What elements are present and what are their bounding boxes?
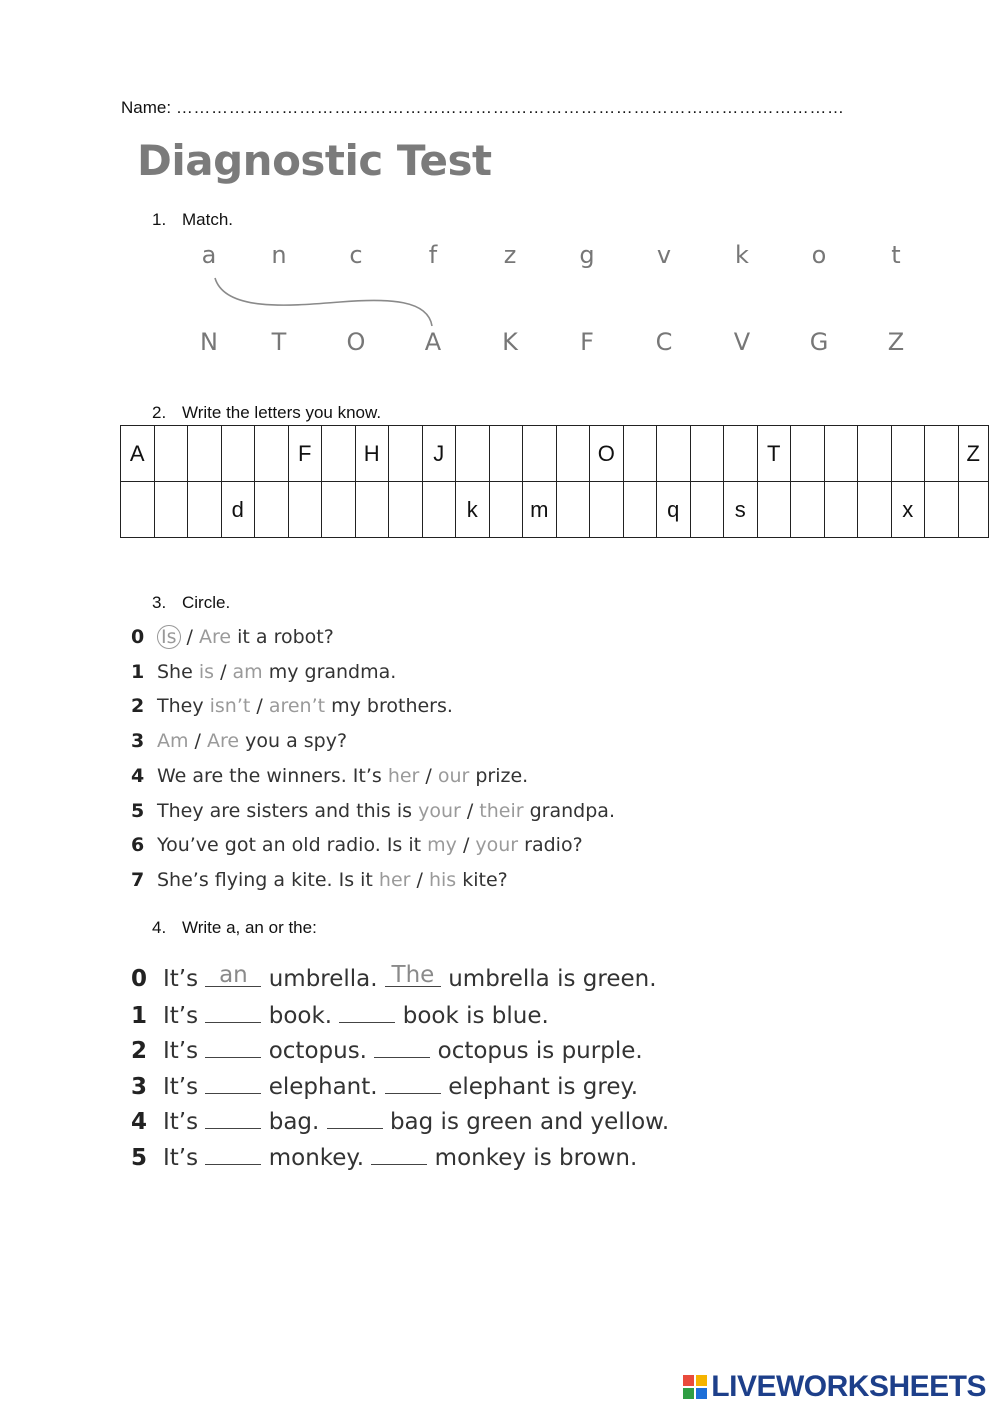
item-text: octopus. xyxy=(261,1038,375,1064)
option-separator: / xyxy=(419,764,438,787)
lowercase-letter-z[interactable]: z xyxy=(503,241,517,269)
grid-cell-empty[interactable] xyxy=(556,426,590,482)
item-text: It’s xyxy=(163,1038,206,1064)
grid-cell-empty[interactable] xyxy=(925,426,959,482)
grid-cell-empty[interactable] xyxy=(288,482,322,538)
answer-blank[interactable] xyxy=(205,1002,261,1023)
section-title: Write a, an or the: xyxy=(182,918,317,937)
option-b[interactable]: our xyxy=(437,764,470,787)
uppercase-letter-O[interactable]: O xyxy=(346,328,366,356)
uppercase-letter-G[interactable]: G xyxy=(809,328,829,356)
grid-cell-empty[interactable] xyxy=(389,482,423,538)
answer-blank[interactable] xyxy=(327,1108,383,1129)
logo-square xyxy=(696,1388,707,1399)
example-answer: The xyxy=(391,962,435,988)
answer-blank[interactable] xyxy=(371,1144,427,1165)
grid-cell-empty[interactable] xyxy=(891,426,925,482)
lowercase-letter-n[interactable]: n xyxy=(271,241,287,269)
option-separator: / xyxy=(180,626,199,648)
article-item xyxy=(131,1002,549,1029)
item-number: 0 xyxy=(131,966,148,992)
grid-cell-s: s xyxy=(724,482,758,538)
lowercase-letter-a[interactable]: a xyxy=(201,241,217,269)
lowercase-letter-f[interactable]: f xyxy=(428,241,438,269)
option-separator: / xyxy=(214,660,233,683)
item-text: She’s flying a kite. Is it xyxy=(157,868,379,891)
lowercase-letter-g[interactable]: g xyxy=(579,241,595,269)
grid-cell-empty[interactable] xyxy=(154,426,188,482)
grid-cell-empty[interactable] xyxy=(456,426,490,482)
grid-cell-q: q xyxy=(657,482,691,538)
option-a[interactable]: isn’t xyxy=(209,695,251,718)
uppercase-letter-T[interactable]: T xyxy=(271,328,287,356)
answer-blank[interactable] xyxy=(339,1002,395,1023)
grid-cell-F: F xyxy=(288,426,322,482)
item-text: elephant. xyxy=(261,1073,385,1100)
article-item xyxy=(131,1108,669,1135)
item-text: monkey. xyxy=(261,1144,372,1171)
item-text: prize. xyxy=(469,764,529,787)
item-number: 3 xyxy=(131,730,145,753)
circle-item xyxy=(131,695,453,717)
grid-row-upper xyxy=(121,426,989,482)
section-3-heading xyxy=(152,593,230,613)
logo-square xyxy=(683,1388,694,1399)
option-b[interactable]: your xyxy=(475,834,519,857)
grid-cell-empty[interactable] xyxy=(121,482,155,538)
grid-cell-A: A xyxy=(121,426,155,482)
grid-cell-empty[interactable] xyxy=(523,426,557,482)
item-text: It’s xyxy=(163,1073,206,1100)
grid-cell-k: k xyxy=(456,482,490,538)
item-text: They are sisters and this is xyxy=(157,799,419,822)
item-text: octopus is purple. xyxy=(430,1038,643,1064)
circle-item xyxy=(131,765,528,787)
item-text: monkey is brown. xyxy=(427,1144,638,1171)
example-answer: an xyxy=(219,962,248,988)
lowercase-letter-o[interactable]: o xyxy=(811,241,827,269)
grid-cell-empty[interactable] xyxy=(221,426,255,482)
item-text: bag. xyxy=(261,1109,327,1135)
grid-cell-H: H xyxy=(355,426,389,482)
item-text: kite? xyxy=(456,868,508,891)
item-number: 2 xyxy=(131,1038,148,1064)
grid-cell-empty[interactable] xyxy=(255,482,289,538)
item-number: 1 xyxy=(131,1002,148,1029)
item-text: my grandma. xyxy=(262,660,397,683)
item-text: umbrella is green. xyxy=(440,966,657,992)
option-a[interactable]: is xyxy=(198,660,215,683)
grid-cell-empty[interactable] xyxy=(657,426,691,482)
grid-cell-empty[interactable] xyxy=(824,426,858,482)
grid-cell-empty[interactable] xyxy=(556,482,590,538)
lowercase-letter-k[interactable]: k xyxy=(735,241,749,269)
grid-cell-empty[interactable] xyxy=(623,482,657,538)
name-label: Name: xyxy=(121,98,172,117)
option-a[interactable]: my xyxy=(427,834,457,857)
option-a[interactable]: your xyxy=(418,799,461,822)
item-text: It’s xyxy=(163,1002,206,1029)
grid-cell-empty[interactable] xyxy=(724,426,758,482)
article-item xyxy=(131,1073,638,1100)
grid-cell-empty[interactable] xyxy=(322,426,356,482)
item-text: They xyxy=(157,695,210,718)
answer-blank[interactable] xyxy=(374,1037,430,1058)
grid-cell-empty[interactable] xyxy=(623,426,657,482)
uppercase-letter-A[interactable]: A xyxy=(424,328,442,356)
item-number: 6 xyxy=(131,834,145,857)
logo-icon xyxy=(683,1375,707,1399)
item-text: my brothers. xyxy=(325,695,453,718)
item-text: elephant is grey. xyxy=(440,1073,639,1100)
item-text: book. xyxy=(261,1002,340,1029)
article-item xyxy=(131,962,657,992)
grid-cell-empty[interactable] xyxy=(925,482,959,538)
grid-cell-empty[interactable] xyxy=(322,482,356,538)
section-number: 2. xyxy=(152,403,167,422)
grid-cell-O: O xyxy=(590,426,624,482)
grid-cell-empty[interactable] xyxy=(489,426,523,482)
section-title: Match. xyxy=(182,210,234,229)
option-b[interactable]: Are xyxy=(207,730,240,753)
option-separator: / xyxy=(188,730,207,753)
uppercase-letter-C[interactable]: C xyxy=(655,328,673,356)
option-b[interactable]: their xyxy=(479,799,524,822)
circle-item xyxy=(131,730,347,752)
uppercase-letter-N[interactable]: N xyxy=(200,328,218,356)
option-separator: / xyxy=(250,695,269,718)
grid-cell-empty[interactable] xyxy=(858,482,892,538)
grid-cell-empty[interactable] xyxy=(355,482,389,538)
liveworksheets-logo xyxy=(683,1370,986,1404)
grid-row-lower xyxy=(121,482,989,538)
item-text: You’ve got an old radio. Is it xyxy=(157,834,428,857)
item-text: bag is green and yellow. xyxy=(382,1109,670,1135)
brand-name: LIVEWORKSHEETS xyxy=(711,1370,986,1403)
option-a[interactable]: Is xyxy=(157,625,181,649)
section-number: 4. xyxy=(152,918,167,937)
grid-cell-empty[interactable] xyxy=(188,482,222,538)
item-text: It’s xyxy=(163,1144,206,1171)
option-separator: / xyxy=(410,868,429,891)
item-text: We are the winners. It’s xyxy=(157,764,388,787)
uppercase-letter-F[interactable]: F xyxy=(580,328,594,356)
grid-cell-d: d xyxy=(221,482,255,538)
grid-cell-empty[interactable] xyxy=(791,482,825,538)
answer-blank[interactable] xyxy=(205,1108,261,1129)
circle-item xyxy=(131,626,334,648)
item-number: 5 xyxy=(131,1144,148,1171)
item-number: 2 xyxy=(131,695,145,718)
item-number: 0 xyxy=(131,626,145,648)
uppercase-letter-V[interactable]: V xyxy=(733,328,751,356)
circle-item xyxy=(131,800,615,822)
grid-cell-empty[interactable] xyxy=(690,482,724,538)
grid-cell-empty[interactable] xyxy=(422,482,456,538)
letter-grid xyxy=(120,425,989,538)
item-text: It’s xyxy=(163,966,206,992)
article-item xyxy=(131,1144,637,1171)
grid-cell-empty[interactable] xyxy=(858,426,892,482)
option-a[interactable]: Am xyxy=(157,730,189,753)
item-number: 4 xyxy=(131,1109,148,1135)
item-number: 7 xyxy=(131,868,145,891)
item-text: grandpa. xyxy=(523,799,615,822)
logo-square xyxy=(696,1375,707,1386)
grid-cell-empty[interactable] xyxy=(824,482,858,538)
grid-cell-empty[interactable] xyxy=(690,426,724,482)
option-separator: / xyxy=(456,834,476,857)
grid-cell-J: J xyxy=(422,426,456,482)
option-b[interactable]: Are xyxy=(199,626,232,648)
item-number: 3 xyxy=(131,1073,148,1100)
item-text: umbrella. xyxy=(261,966,385,992)
option-separator: / xyxy=(460,799,480,822)
grid-cell-empty[interactable] xyxy=(188,426,222,482)
section-title: Circle. xyxy=(182,593,231,612)
grid-cell-empty[interactable] xyxy=(958,482,989,538)
grid-cell-empty[interactable] xyxy=(757,482,791,538)
answer-blank[interactable] xyxy=(385,1073,441,1094)
item-number: 5 xyxy=(131,799,145,822)
grid-cell-x: x xyxy=(891,482,925,538)
lowercase-letter-t[interactable]: t xyxy=(891,241,901,269)
lowercase-letter-c[interactable]: c xyxy=(349,241,363,269)
section-2-heading xyxy=(152,403,381,423)
item-text: it a robot? xyxy=(231,626,334,648)
grid-cell-empty[interactable] xyxy=(791,426,825,482)
section-4-heading xyxy=(152,918,317,938)
name-field[interactable]: …………………………………………………………………………………………………… xyxy=(175,98,845,117)
option-b[interactable]: am xyxy=(232,660,263,683)
item-text: book is blue. xyxy=(395,1002,549,1029)
grid-cell-empty[interactable] xyxy=(154,482,188,538)
grid-cell-m: m xyxy=(523,482,557,538)
grid-cell-empty[interactable] xyxy=(389,426,423,482)
logo-square xyxy=(683,1375,694,1386)
grid-cell-Z: Z xyxy=(958,426,989,482)
option-a[interactable]: her xyxy=(378,868,411,891)
page-title: Diagnostic Test xyxy=(137,136,492,185)
answer-blank[interactable] xyxy=(205,1073,261,1094)
uppercase-letter-Z[interactable]: Z xyxy=(887,328,905,356)
grid-cell-empty[interactable] xyxy=(590,482,624,538)
section-number: 3. xyxy=(152,593,167,612)
grid-cell-empty[interactable] xyxy=(489,482,523,538)
section-title: Write the letters you know. xyxy=(182,403,382,422)
option-a[interactable]: her xyxy=(387,764,420,787)
uppercase-letter-K[interactable]: K xyxy=(502,328,518,356)
grid-cell-empty[interactable] xyxy=(255,426,289,482)
option-b[interactable]: aren’t xyxy=(268,695,326,718)
item-text: She xyxy=(157,660,199,683)
circle-item xyxy=(131,869,508,891)
answer-blank[interactable] xyxy=(205,1144,261,1165)
item-text: It’s xyxy=(163,1109,206,1135)
grid-cell-T: T xyxy=(757,426,791,482)
item-text: radio? xyxy=(518,834,583,857)
section-number: 1. xyxy=(152,210,167,229)
answer-blank[interactable] xyxy=(385,962,441,988)
circle-item xyxy=(131,661,396,683)
item-text: you a spy? xyxy=(239,730,348,753)
answer-blank[interactable] xyxy=(205,962,261,988)
article-item xyxy=(131,1037,643,1064)
item-number: 4 xyxy=(131,764,145,787)
match-example-line xyxy=(0,0,1000,400)
lowercase-letter-v[interactable]: v xyxy=(656,241,672,269)
option-b[interactable]: his xyxy=(428,868,457,891)
answer-blank[interactable] xyxy=(205,1037,261,1058)
circle-item xyxy=(131,834,583,856)
item-number: 1 xyxy=(131,660,145,683)
